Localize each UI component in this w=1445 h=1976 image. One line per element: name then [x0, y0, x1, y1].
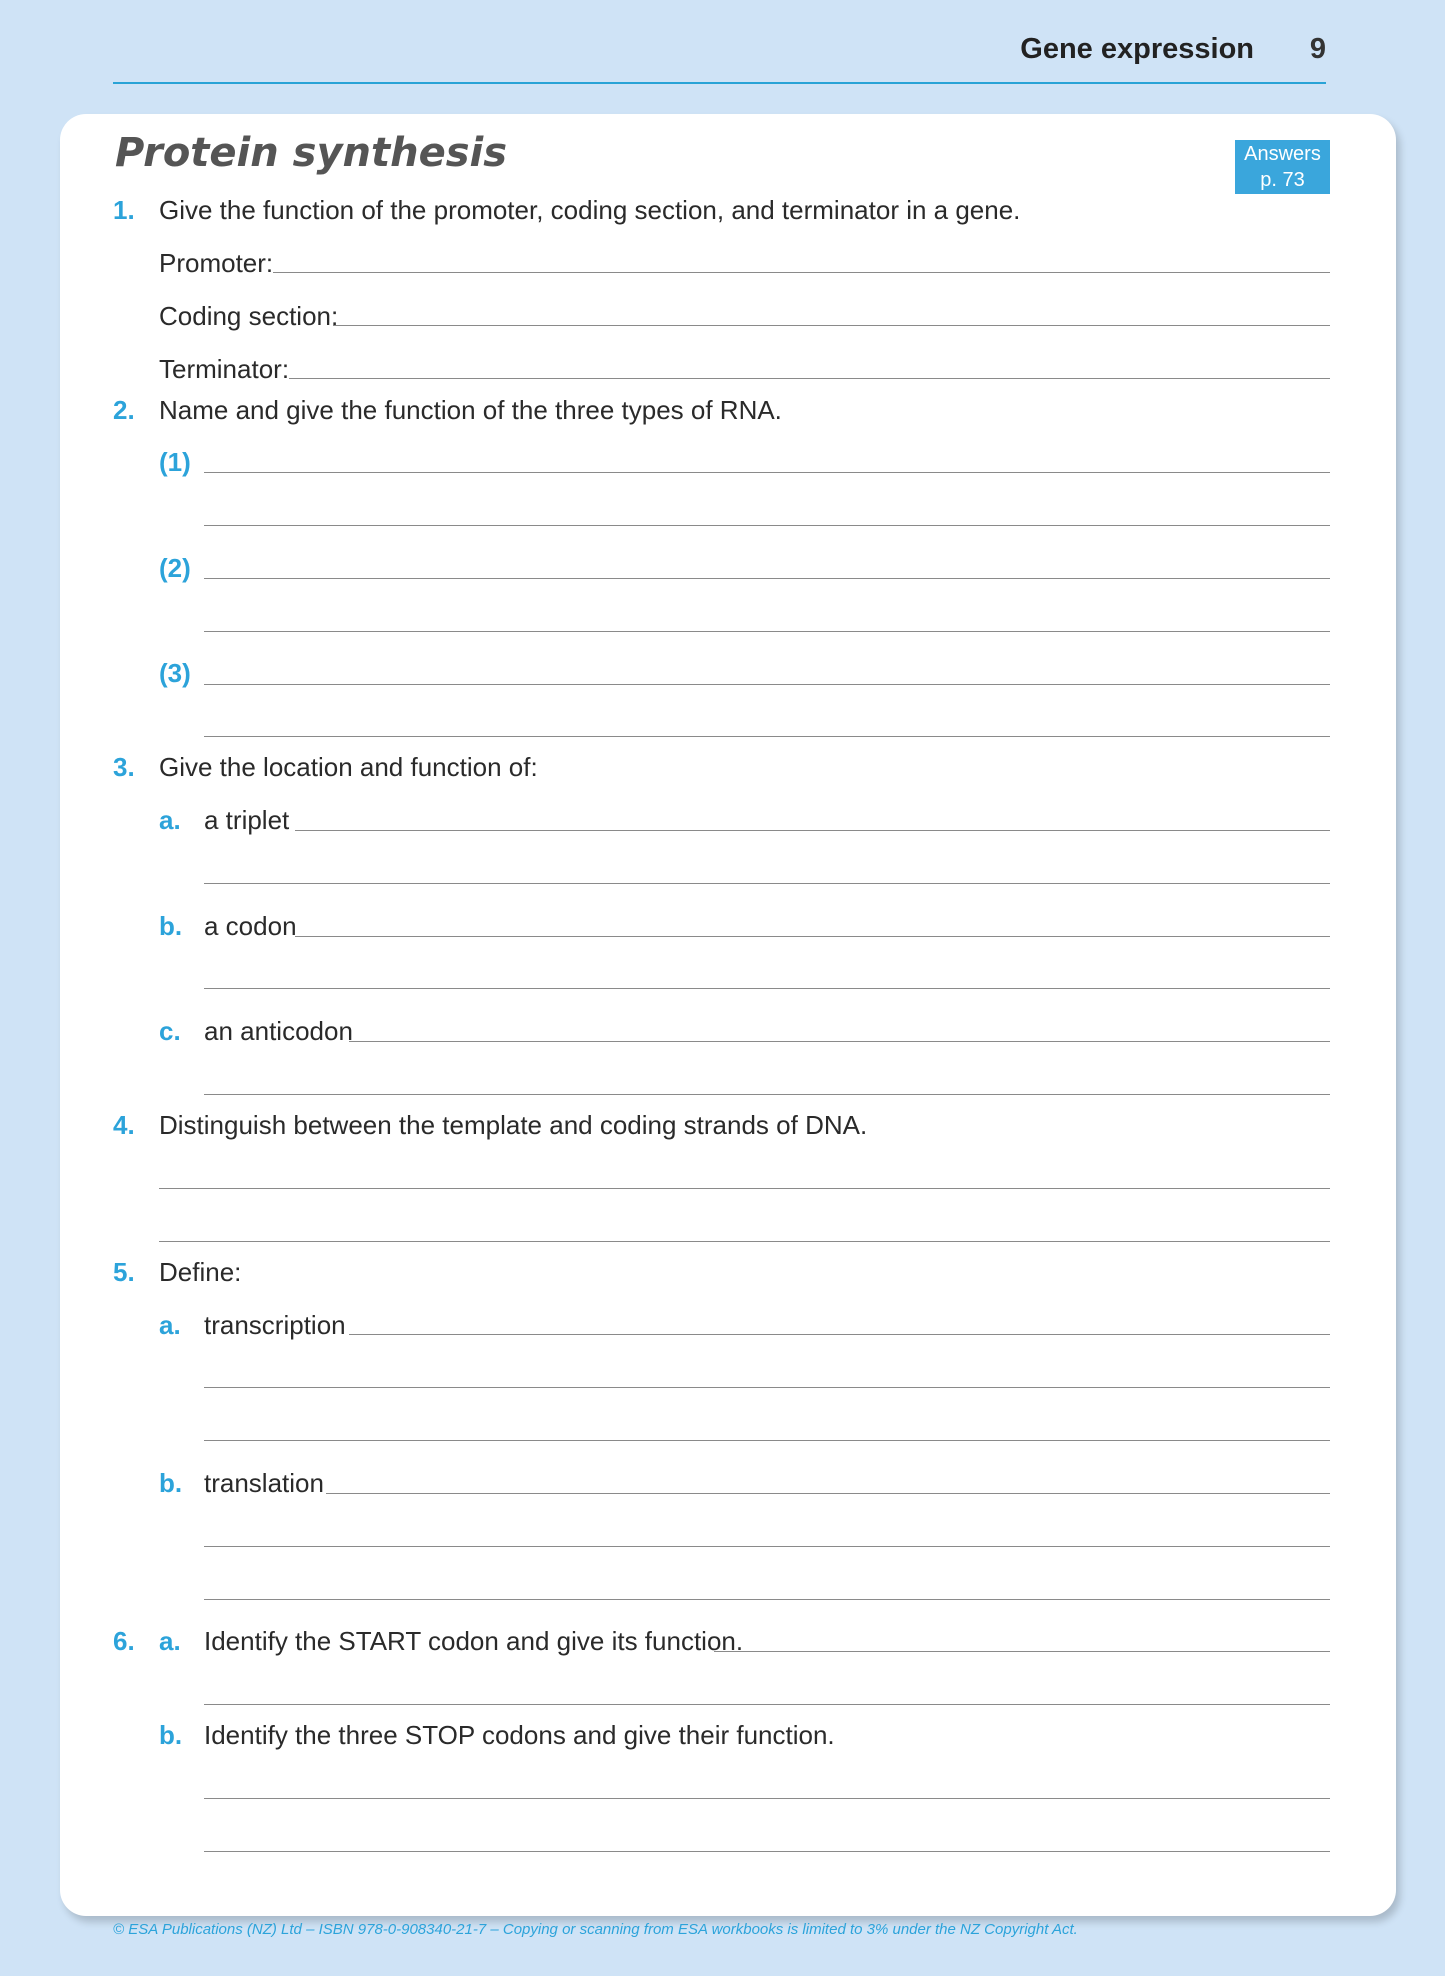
anticodon-answer-line-2[interactable] — [204, 1094, 1330, 1095]
coding-section-answer-line[interactable] — [333, 325, 1330, 326]
q4-number: 4. — [113, 1110, 135, 1140]
q1-number: 1. — [113, 195, 135, 225]
terminator-answer-line[interactable] — [289, 378, 1330, 379]
q6b-text: Identify the three STOP codons and give their function. — [204, 1720, 835, 1750]
triplet-answer-line-2[interactable] — [204, 883, 1330, 884]
copyright-footer: © ESA Publications (NZ) Ltd – ISBN 978-0-908340-21-7 – Copying or scanning from ESA workbooks is limited to 3% under the NZ Copyright Act. — [113, 1921, 1078, 1938]
q5-number: 5. — [113, 1257, 135, 1287]
triplet-answer-line[interactable] — [295, 830, 1330, 831]
rna-1-answer-line[interactable] — [204, 472, 1330, 473]
transcription-answer-line-2[interactable] — [204, 1387, 1330, 1388]
q6b-letter: b. — [159, 1720, 183, 1750]
q3c-text: an anticodon — [204, 1016, 353, 1046]
q6a-letter: a. — [159, 1626, 181, 1656]
q3a-text: a triplet — [204, 805, 290, 835]
q5a-text: transcription — [204, 1310, 346, 1340]
q3b-letter: b. — [159, 911, 183, 941]
q4-answer-line-1[interactable] — [159, 1188, 1330, 1189]
codon-answer-line[interactable] — [295, 936, 1330, 937]
q2-number: 2. — [113, 395, 135, 425]
anticodon-answer-line[interactable] — [349, 1041, 1330, 1042]
rna-3-answer-line-2[interactable] — [204, 736, 1330, 737]
q5-text: Define: — [159, 1257, 242, 1287]
translation-answer-line-3[interactable] — [204, 1599, 1330, 1600]
q3-number: 3. — [113, 752, 135, 782]
transcription-answer-line[interactable] — [349, 1334, 1330, 1335]
q4-text: Distinguish between the template and coding strands of DNA. — [159, 1110, 868, 1140]
promoter-answer-line[interactable] — [273, 272, 1330, 273]
coding-section-label: Coding section: — [159, 301, 339, 331]
stop-codons-answer-line-2[interactable] — [204, 1851, 1330, 1852]
q3c-letter: c. — [159, 1016, 181, 1046]
rna-3-answer-line[interactable] — [204, 684, 1330, 685]
rna-2-answer-line-2[interactable] — [204, 631, 1330, 632]
promoter-label: Promoter: — [159, 248, 274, 278]
answers-page-ref: p. 73 — [1260, 169, 1305, 191]
q2-text: Name and give the function of the three types of RNA. — [159, 395, 782, 425]
q3a-letter: a. — [159, 805, 181, 835]
rna-2-answer-line[interactable] — [204, 578, 1330, 579]
page-number: 9 — [1309, 33, 1326, 65]
terminator-label: Terminator: — [159, 354, 290, 384]
answers-badge — [1235, 140, 1330, 194]
q4-answer-line-2[interactable] — [159, 1241, 1330, 1242]
rna-item-3-label: (3) — [159, 658, 191, 688]
q3-text: Give the location and function of: — [159, 752, 538, 782]
transcription-answer-line-3[interactable] — [204, 1440, 1330, 1441]
section-title: Gene expression — [1020, 33, 1254, 65]
translation-answer-line[interactable] — [326, 1493, 1330, 1494]
codon-answer-line-2[interactable] — [204, 988, 1330, 989]
page-title: Protein synthesis — [115, 130, 508, 176]
q5b-text: translation — [204, 1468, 324, 1498]
rna-item-1-label: (1) — [159, 447, 191, 477]
rna-1-answer-line-2[interactable] — [204, 525, 1330, 526]
q3b-text: a codon — [204, 911, 297, 941]
translation-answer-line-2[interactable] — [204, 1546, 1330, 1547]
q5b-letter: b. — [159, 1468, 183, 1498]
rna-item-2-label: (2) — [159, 553, 191, 583]
q5a-letter: a. — [159, 1310, 181, 1340]
answers-label: Answers — [1244, 143, 1321, 165]
start-codon-answer-line-2[interactable] — [204, 1704, 1330, 1705]
q6-number: 6. — [113, 1626, 135, 1656]
stop-codons-answer-line[interactable] — [204, 1798, 1330, 1799]
q1-text: Give the function of the promoter, coding section, and terminator in a gene. — [159, 195, 1021, 225]
running-header — [113, 30, 1326, 84]
start-codon-answer-line[interactable] — [714, 1651, 1330, 1652]
q6a-text: Identify the START codon and give its function. — [204, 1626, 744, 1656]
